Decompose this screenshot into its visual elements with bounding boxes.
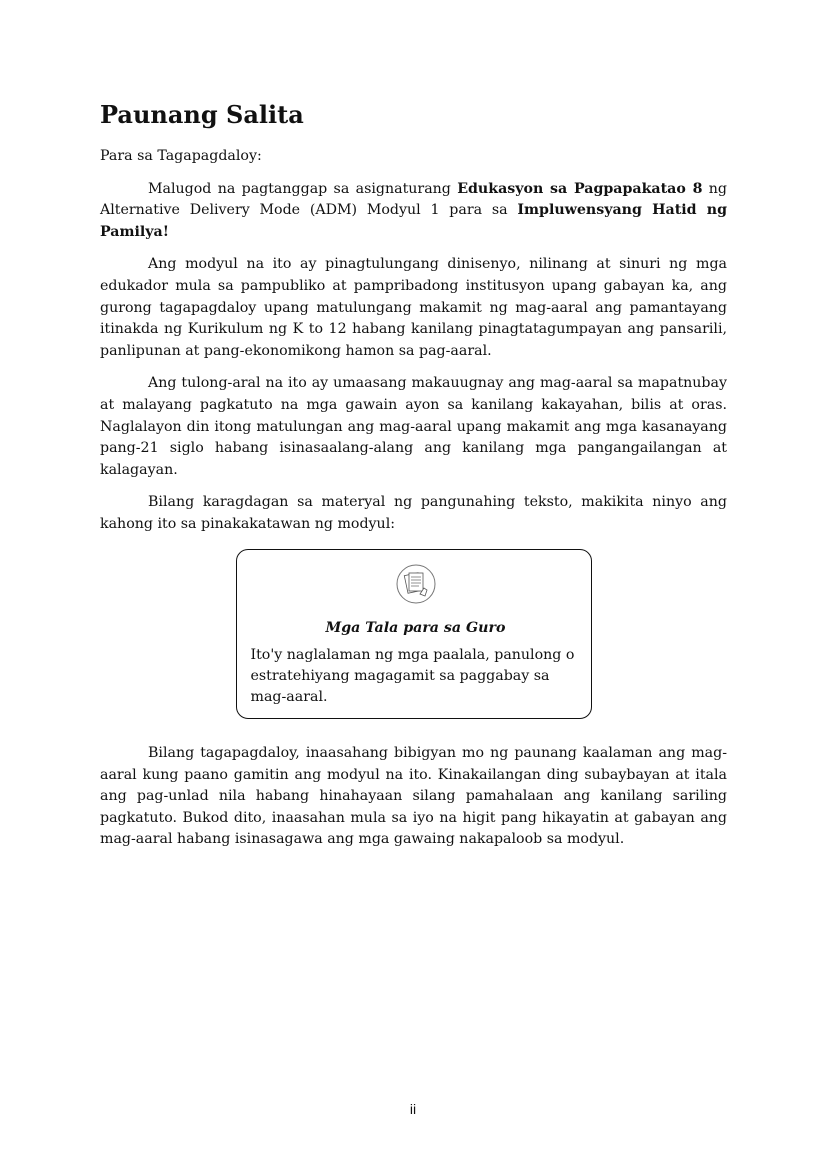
document-page (100, 98, 727, 862)
box-title: Mga Tala para sa Guro (325, 619, 506, 636)
paragraph-3: Ang tulong-aral na ito ay umaasang makauugnay ang mag-aaral sa mapatnubay at malayang pagkatuto na mga gawain ayon sa kanilang kakayahan, bilis at oras. Naglalayon din itong matulungan ang mag-aaral upang makamit ang mga kasanayang pang-21 siglo habang isinasaalang-alang ang kanilang mga pangangailangan at kalagayan. (100, 375, 727, 478)
text: ng Alternative Delivery Mode (ADM) Modyul 1 para sa (100, 180, 727, 219)
page-number: ii (409, 1101, 417, 1117)
paragraph-4: Bilang karagdagan sa materyal ng pangunahing teksto, makikita ninyo ang kahong ito sa pinakakatawan ng modyul: (100, 494, 727, 532)
teacher-notes-icon (396, 564, 436, 604)
box-text: Ito'y naglalaman ng mga paalala, panulong o estratehiyang magagamit sa paggabay sa mag-aaral. (250, 647, 575, 706)
text: Malugod na pagtanggap sa asignaturang (148, 180, 458, 197)
paragraph-1 (100, 179, 727, 244)
module-title: Impluwensyang Hatid ng Pamilya! (100, 202, 727, 240)
page-title: Paunang Salita (100, 100, 304, 129)
salutation: Para sa Tagapagdaloy: (100, 148, 262, 164)
teacher-notes-box (236, 549, 592, 720)
paragraph-2: Ang modyul na ito ay pinagtulungang dinisenyo, nilinang at sinuri ng mga edukador mula sa pampubliko at pampribadong institusyon upang gabayan ka, ang gurong tagapagdaloy upang matulungang makamit ng mag-aaral ang pamantayang itinakda ng Kurikulum ng K to 12 habang kanilang pinagtatagumpayan ang pansarili, panlipunan at pang-ekonomikong hamon sa pag-aaral. (100, 256, 727, 359)
paragraph-5: Bilang tagapagdaloy, inaasahang bibigyan mo ng paunang kaalaman ang mag-aaral kung paano gamitin ang modyul na ito. Kinakailangan ding subaybayan at itala ang pag-unlad nila habang hinahayaan silang pamahalaan ang kanilang sariling pagkatuto. Bukod dito, inaasahan mula sa iyo na higit pang hikayatin at gabayan ang mag-aaral habang isinasagawa ang mga gawaing nakapaloob sa modyul. (100, 745, 727, 848)
subject-name: Edukasyon sa Pagpapakatao 8 (457, 180, 703, 197)
